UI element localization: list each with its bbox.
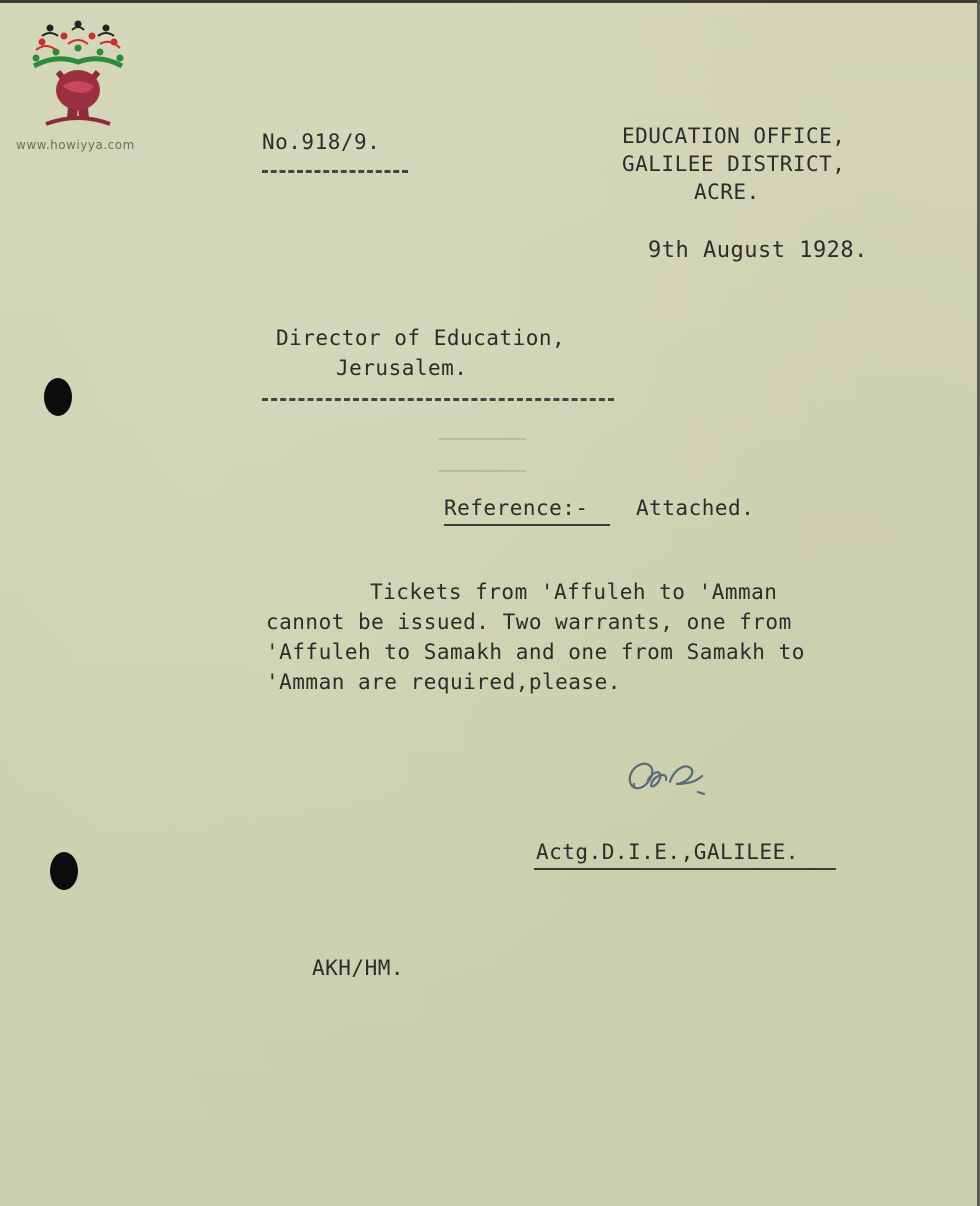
body-line: 'Amman are required,please.	[266, 670, 621, 694]
typist-initials: AKH/HM.	[312, 956, 405, 980]
faint-mark	[438, 470, 526, 472]
punch-hole-bottom	[50, 852, 78, 890]
watermark-url: www.howiyya.com	[16, 138, 135, 152]
faint-mark	[438, 438, 526, 440]
body-line: cannot be issued. Two warrants, one from	[266, 610, 792, 634]
reference-label-underline	[444, 524, 610, 526]
reference-label: Reference:-	[444, 496, 589, 520]
office-address-line1: EDUCATION OFFICE,	[622, 124, 846, 148]
howiyya-logo-icon	[28, 18, 128, 136]
office-address-line2: GALILEE DISTRICT,	[622, 152, 846, 176]
reference-number-dashes	[262, 170, 408, 173]
addressee-line2: Jerusalem.	[336, 356, 468, 380]
letter-date: 9th August 1928.	[648, 238, 868, 263]
reference-value: Attached.	[636, 496, 755, 520]
page-top-edge	[0, 0, 980, 3]
signature-title: Actg.D.I.E.,GALILEE.	[536, 840, 799, 864]
addressee-line1: Director of Education,	[276, 326, 566, 350]
reference-number: No.918/9.	[262, 130, 381, 154]
signature-title-underline	[534, 868, 836, 870]
handwritten-signature	[618, 752, 728, 804]
office-address-line3: ACRE.	[694, 180, 760, 204]
body-line: 'Affuleh to Samakh and one from Samakh to	[266, 640, 805, 664]
punch-hole-top	[44, 378, 72, 416]
addressee-dashes	[262, 398, 614, 401]
body-line: Tickets from 'Affuleh to 'Amman	[370, 580, 778, 604]
